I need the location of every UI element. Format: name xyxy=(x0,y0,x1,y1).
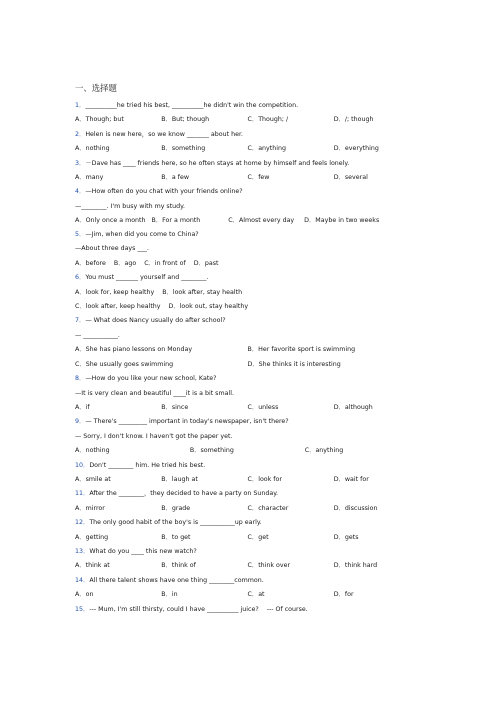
question-4-options[interactable]: A．Only once a month B．For a month C．Almost every day D．Maybe in two weeks xyxy=(75,217,380,225)
option-a[interactable]: A．mirror xyxy=(75,504,105,512)
question-text: —How often do you chat with your friends online? xyxy=(85,188,243,196)
question-3-options xyxy=(75,171,420,185)
question-11-options xyxy=(75,502,420,516)
option-a[interactable]: A．smile at xyxy=(75,475,111,483)
question-9-options xyxy=(75,444,420,458)
question-number: 2． xyxy=(75,130,86,138)
option-b[interactable]: B．to get xyxy=(161,533,191,541)
question-text: －Dave has ____ friends here, so he often stays at home by himself and feels lonely. xyxy=(85,159,350,167)
option-c[interactable]: C．anything xyxy=(304,447,344,455)
question-text: __________he tried his best, __________he didn't win the competition. xyxy=(85,102,299,109)
option-d[interactable]: D．think hard xyxy=(333,562,378,570)
question-number: 10． xyxy=(75,461,90,469)
question-5-response: —About three days ___. xyxy=(75,245,149,253)
question-3 xyxy=(75,157,420,171)
option-b[interactable]: B．something xyxy=(161,145,206,153)
question-4-response: —________. I'm busy with my study. xyxy=(75,202,185,210)
question-text: — What does Nancy usually do after school? xyxy=(85,317,226,325)
option-d[interactable]: D．She thinks it is interesting xyxy=(247,360,341,368)
option-c[interactable]: C．look for xyxy=(247,475,282,483)
question-11 xyxy=(75,487,420,501)
question-12 xyxy=(75,516,420,530)
question-8-options xyxy=(75,401,420,415)
question-text: — There's _________ important in today's newspaper, isn't there? xyxy=(85,418,289,426)
question-10-options xyxy=(75,473,420,487)
option-d[interactable]: D．although xyxy=(333,403,373,411)
option-d[interactable]: D．/; though xyxy=(333,116,374,124)
option-d[interactable]: D．gets xyxy=(333,533,359,541)
question-7 xyxy=(75,314,420,328)
option-a[interactable]: A．Though; but xyxy=(75,116,124,124)
question-text: Don't ________ him. He tried his best. xyxy=(89,461,206,469)
option-c[interactable]: C．She usually goes swimming xyxy=(75,360,174,368)
question-14-options xyxy=(75,588,420,602)
option-a[interactable]: A．think at xyxy=(75,562,110,570)
question-5-options[interactable]: A．before B．ago C．in front of D．past xyxy=(75,259,219,267)
option-c[interactable]: C．unless xyxy=(247,403,279,411)
question-number: 7． xyxy=(75,317,86,325)
option-d[interactable]: D．wait for xyxy=(333,475,369,483)
option-b[interactable]: B．But; though xyxy=(161,116,210,124)
option-c[interactable]: C．Though; / xyxy=(247,116,289,124)
question-15 xyxy=(75,603,420,617)
question-number: 12． xyxy=(75,519,90,527)
question-5 xyxy=(75,228,420,242)
question-number: 11． xyxy=(75,490,90,498)
option-a[interactable]: A．on xyxy=(75,591,94,599)
option-c[interactable]: C．get xyxy=(247,533,269,541)
question-text: --- Mum, I'm still thirsty, could I have __________ juice? --- Of course. xyxy=(89,605,308,613)
question-9 xyxy=(75,415,420,429)
option-b[interactable]: B．grade xyxy=(161,504,191,512)
option-a[interactable]: A．if xyxy=(75,403,90,411)
option-d[interactable]: D．for xyxy=(333,591,354,599)
option-a[interactable]: A．She has piano lessons on Monday xyxy=(75,346,193,354)
exam-page xyxy=(75,82,420,617)
option-b[interactable]: B．laugh at xyxy=(161,475,198,483)
question-8-response: —It is very clean and beautiful ____it is a bit small. xyxy=(75,389,234,397)
option-a[interactable]: A．many xyxy=(75,174,104,182)
option-c[interactable]: C．at xyxy=(247,591,265,599)
option-a[interactable]: A．nothing xyxy=(75,145,110,153)
question-14 xyxy=(75,574,420,588)
question-4 xyxy=(75,185,420,199)
question-1-options xyxy=(75,113,420,127)
option-b[interactable]: B．Her favorite sport is swimming xyxy=(247,346,356,354)
option-c[interactable]: C．anything xyxy=(247,145,286,153)
question-6-options-cd[interactable]: C．look after, keep healthy D．look out, stay healthy xyxy=(75,303,249,311)
question-13 xyxy=(75,545,420,559)
question-7-options-cd xyxy=(75,358,420,372)
question-number: 1． xyxy=(75,102,86,109)
question-number: 14． xyxy=(75,576,90,584)
question-text: After the ________，they decided to have a party on Sunday. xyxy=(89,490,279,498)
option-c[interactable]: C．few xyxy=(247,174,270,182)
question-8 xyxy=(75,372,420,386)
question-7-response: — ___________. xyxy=(75,331,120,339)
question-2 xyxy=(75,128,420,142)
question-number: 6． xyxy=(75,274,86,282)
question-number: 3． xyxy=(75,159,86,167)
question-1 xyxy=(75,99,420,113)
option-b[interactable]: B．a few xyxy=(161,174,189,182)
question-text: All there talent shows have one thing ________common. xyxy=(89,576,264,584)
question-number: 5． xyxy=(75,231,86,239)
question-text: You must _______ yourself and ________. xyxy=(85,274,209,282)
question-6 xyxy=(75,271,420,285)
option-d[interactable]: D．discussion xyxy=(333,504,378,512)
option-b[interactable]: B．in xyxy=(161,591,178,599)
question-number: 15． xyxy=(75,605,90,613)
question-9-response: — Sorry, I don't know. I haven't got the paper yet. xyxy=(75,432,233,440)
option-b[interactable]: B．since xyxy=(161,403,189,411)
section-title: 一、选择题 xyxy=(75,83,117,93)
option-b[interactable]: B．something xyxy=(189,447,234,455)
question-text: The only good habit of the boy's is ___________up early. xyxy=(89,519,262,527)
question-number: 9． xyxy=(75,418,86,426)
question-13-options xyxy=(75,559,420,573)
question-text: What do you ____ this new watch? xyxy=(89,547,197,555)
option-a[interactable]: A．getting xyxy=(75,533,109,541)
question-12-options xyxy=(75,531,420,545)
option-b[interactable]: B．think of xyxy=(161,562,196,570)
option-d[interactable]: D．several xyxy=(333,174,368,182)
question-10 xyxy=(75,459,420,473)
question-text: —Jim, when did you come to China? xyxy=(85,231,199,239)
option-d[interactable]: D．everything xyxy=(333,145,379,153)
question-number: 13． xyxy=(75,547,90,555)
question-number: 4． xyxy=(75,188,86,196)
question-6-options-ab[interactable]: A．look for, keep healthy B．look after, stay health xyxy=(75,288,243,296)
option-a[interactable]: A．nothing xyxy=(75,447,110,455)
question-2-options xyxy=(75,142,420,156)
question-number: 8． xyxy=(75,375,86,383)
question-7-options-ab xyxy=(75,343,420,357)
option-c[interactable]: C．character xyxy=(247,504,289,512)
question-text: —How do you like your new school, Kate? xyxy=(85,375,217,383)
question-text: Helen is new here，so we know _______ about her. xyxy=(85,130,243,138)
option-c[interactable]: C．think over xyxy=(247,562,291,570)
